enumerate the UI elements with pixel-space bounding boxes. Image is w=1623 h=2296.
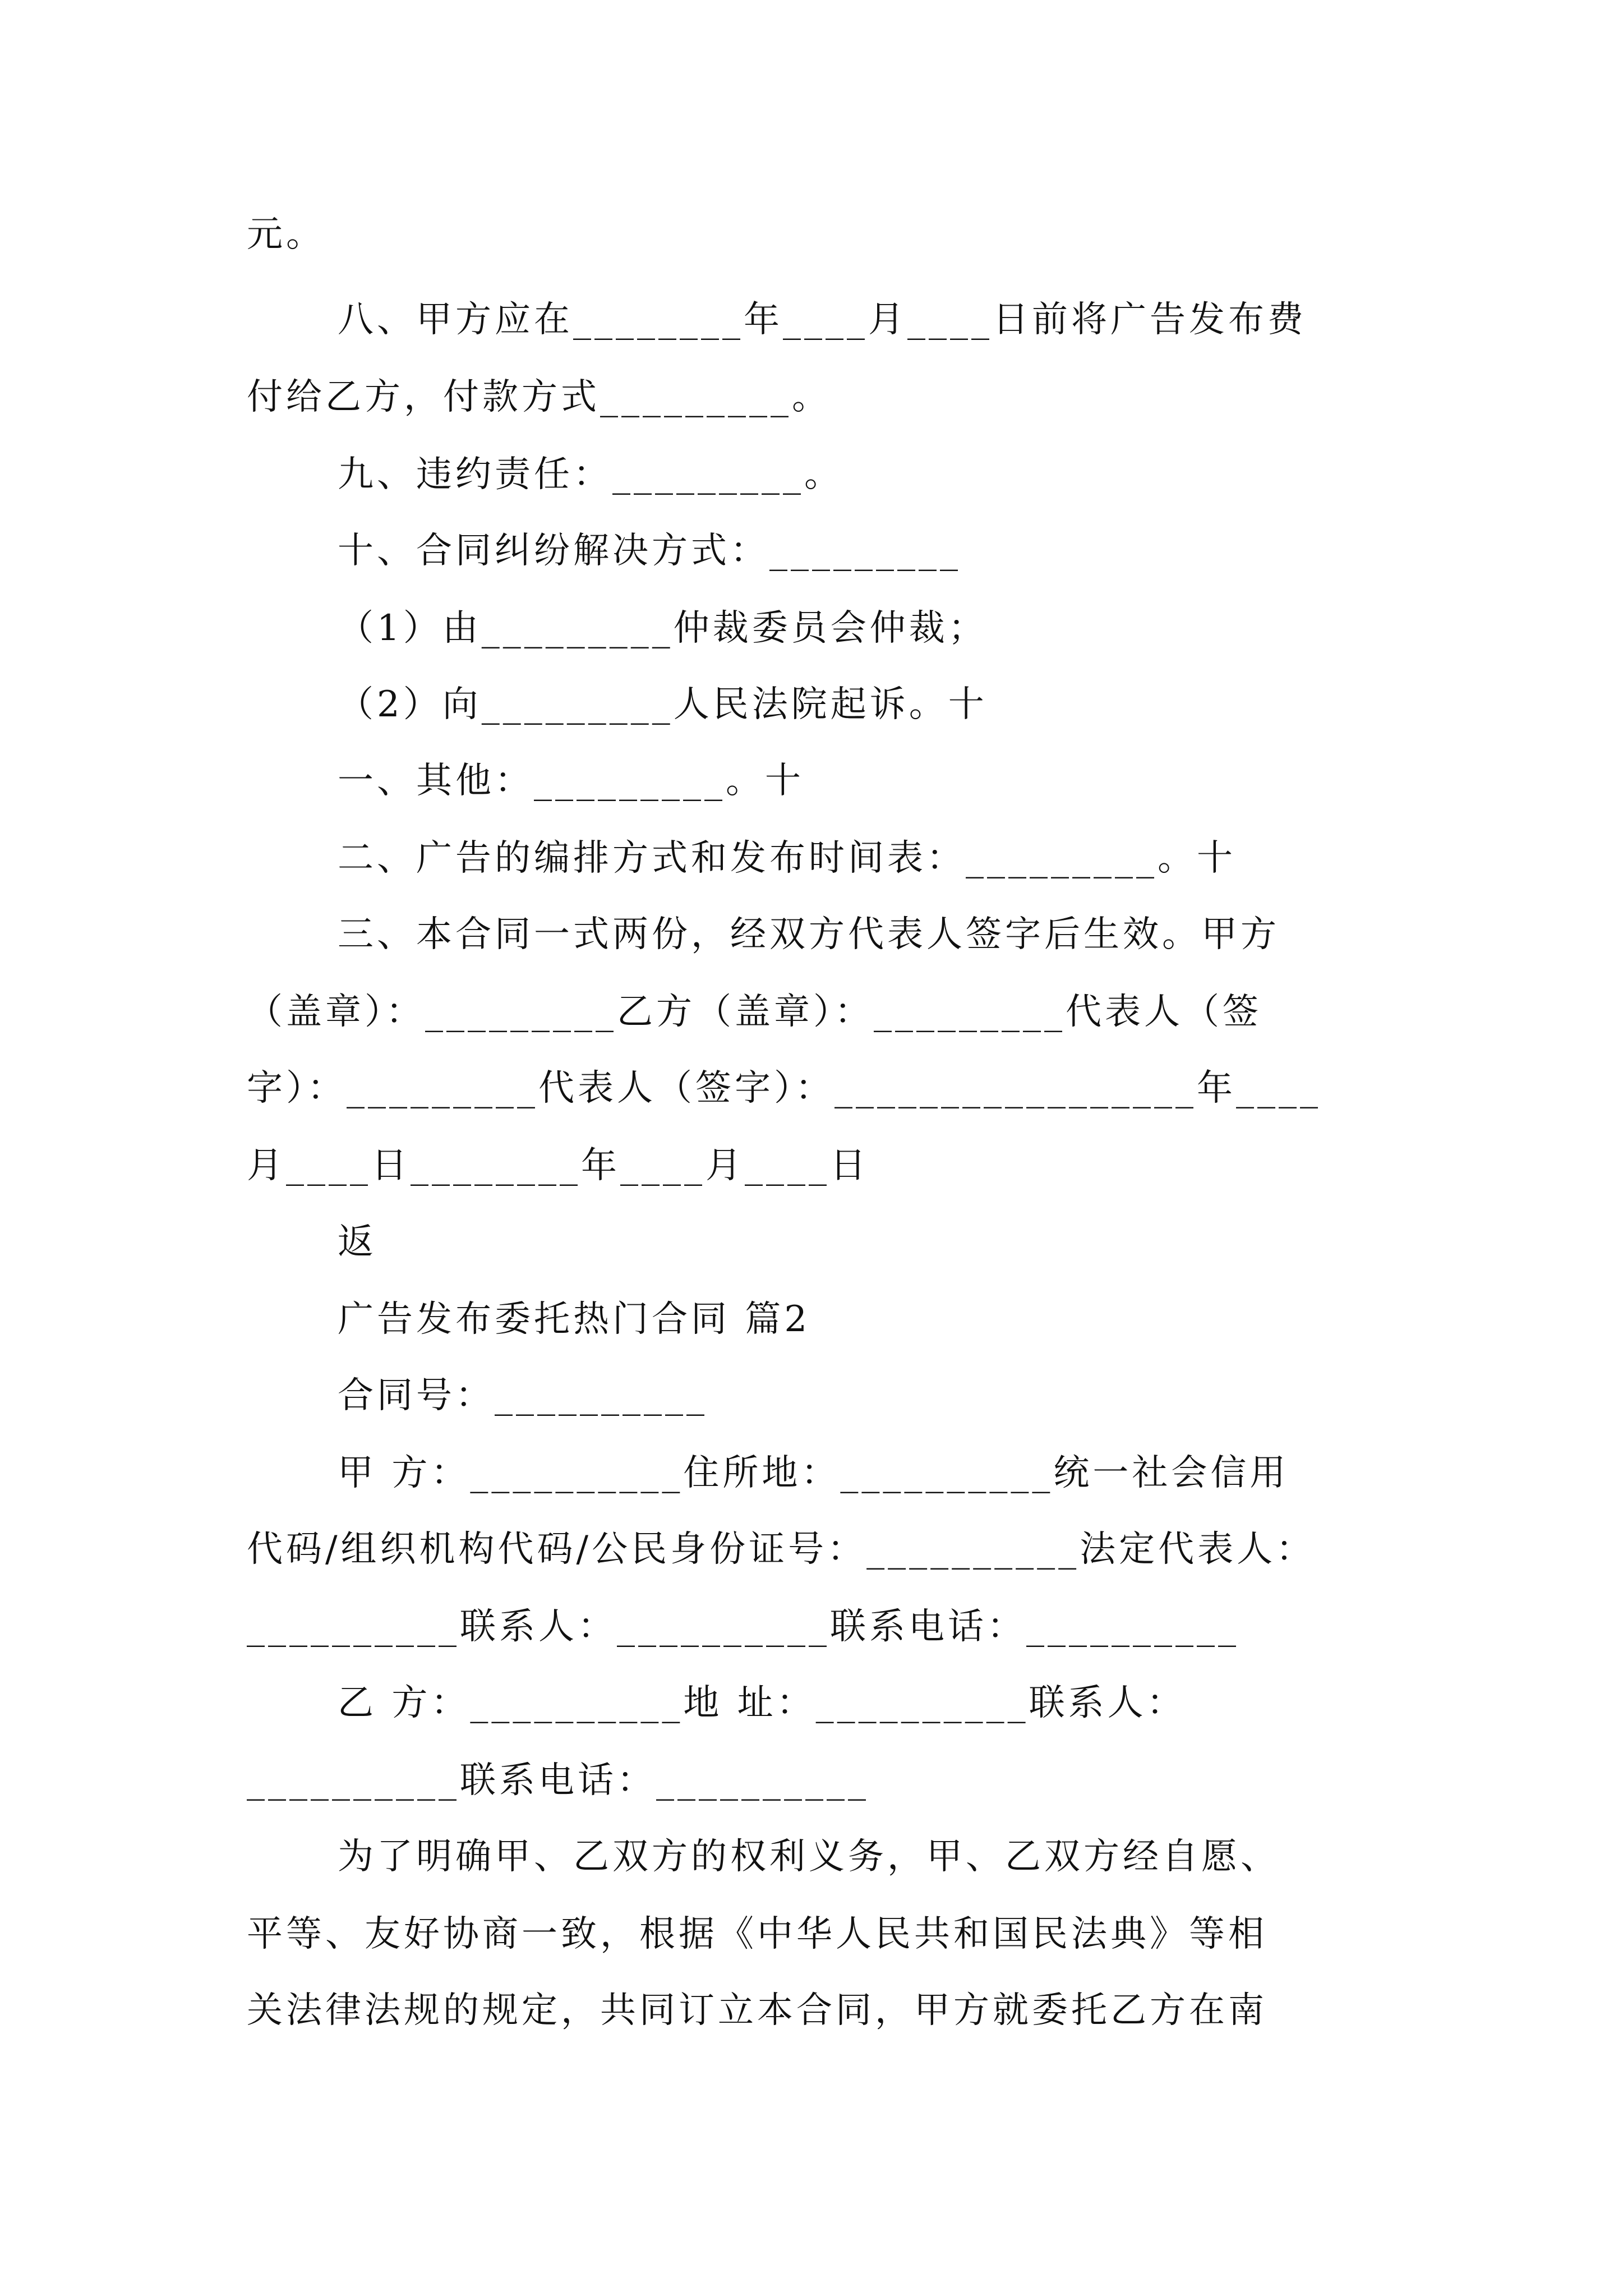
text-line: 字）：_________代表人（签字）：_________________年____ xyxy=(247,1068,1321,1109)
text-line: 八、甲方应在________年____月____日前将广告发布费 xyxy=(338,299,1307,341)
text-line: 合同号：__________ xyxy=(338,1375,708,1416)
text-line: 二、广告的编排方式和发布时间表：_________。十 xyxy=(338,838,1236,879)
text-line: 元。 xyxy=(247,214,325,255)
text-line: 三、本合同一式两份，经双方代表人签字后生效。甲方 xyxy=(338,914,1280,955)
text-line: __________联系人：__________联系电话：__________ xyxy=(247,1606,1239,1648)
text-line: 一、其他：_________。十 xyxy=(338,760,804,802)
text-line: （1）由_________仲裁委员会仲裁； xyxy=(338,608,988,649)
text-line: __________联系电话：__________ xyxy=(247,1760,869,1801)
text-line: （盖章）：_________乙方（盖章）：_________代表人（签 xyxy=(247,991,1262,1033)
text-line: 返 xyxy=(338,1221,377,1263)
text-line: 乙 方：__________地 址：__________联系人： xyxy=(338,1682,1186,1724)
text-line: 代码/组织机构代码/公民身份证号：__________法定代表人： xyxy=(247,1529,1316,1570)
text-line: 关法律法规的规定，共同订立本合同，甲方就委托乙方在南 xyxy=(247,1990,1267,2031)
text-line: 十、合同纠纷解决方式：_________ xyxy=(338,530,961,572)
text-line: 月____日________年____月____日 xyxy=(247,1145,869,1186)
section-heading: 广告发布委托热门合同 篇2 xyxy=(338,1299,811,1340)
text-line: （2）向_________人民法院起诉。十 xyxy=(338,684,988,725)
text-line: 平等、友好协商一致，根据《中华人民共和国民法典》等相 xyxy=(247,1913,1267,1955)
text-line: 付给乙方，付款方式_________。 xyxy=(247,376,831,418)
text-line: 为了明确甲、乙双方的权利义务，甲、乙双方经自愿、 xyxy=(338,1836,1280,1878)
text-line: 九、违约责任：_________。 xyxy=(338,454,843,495)
text-line: 甲 方：__________住所地：__________统一社会信用 xyxy=(338,1452,1289,1494)
